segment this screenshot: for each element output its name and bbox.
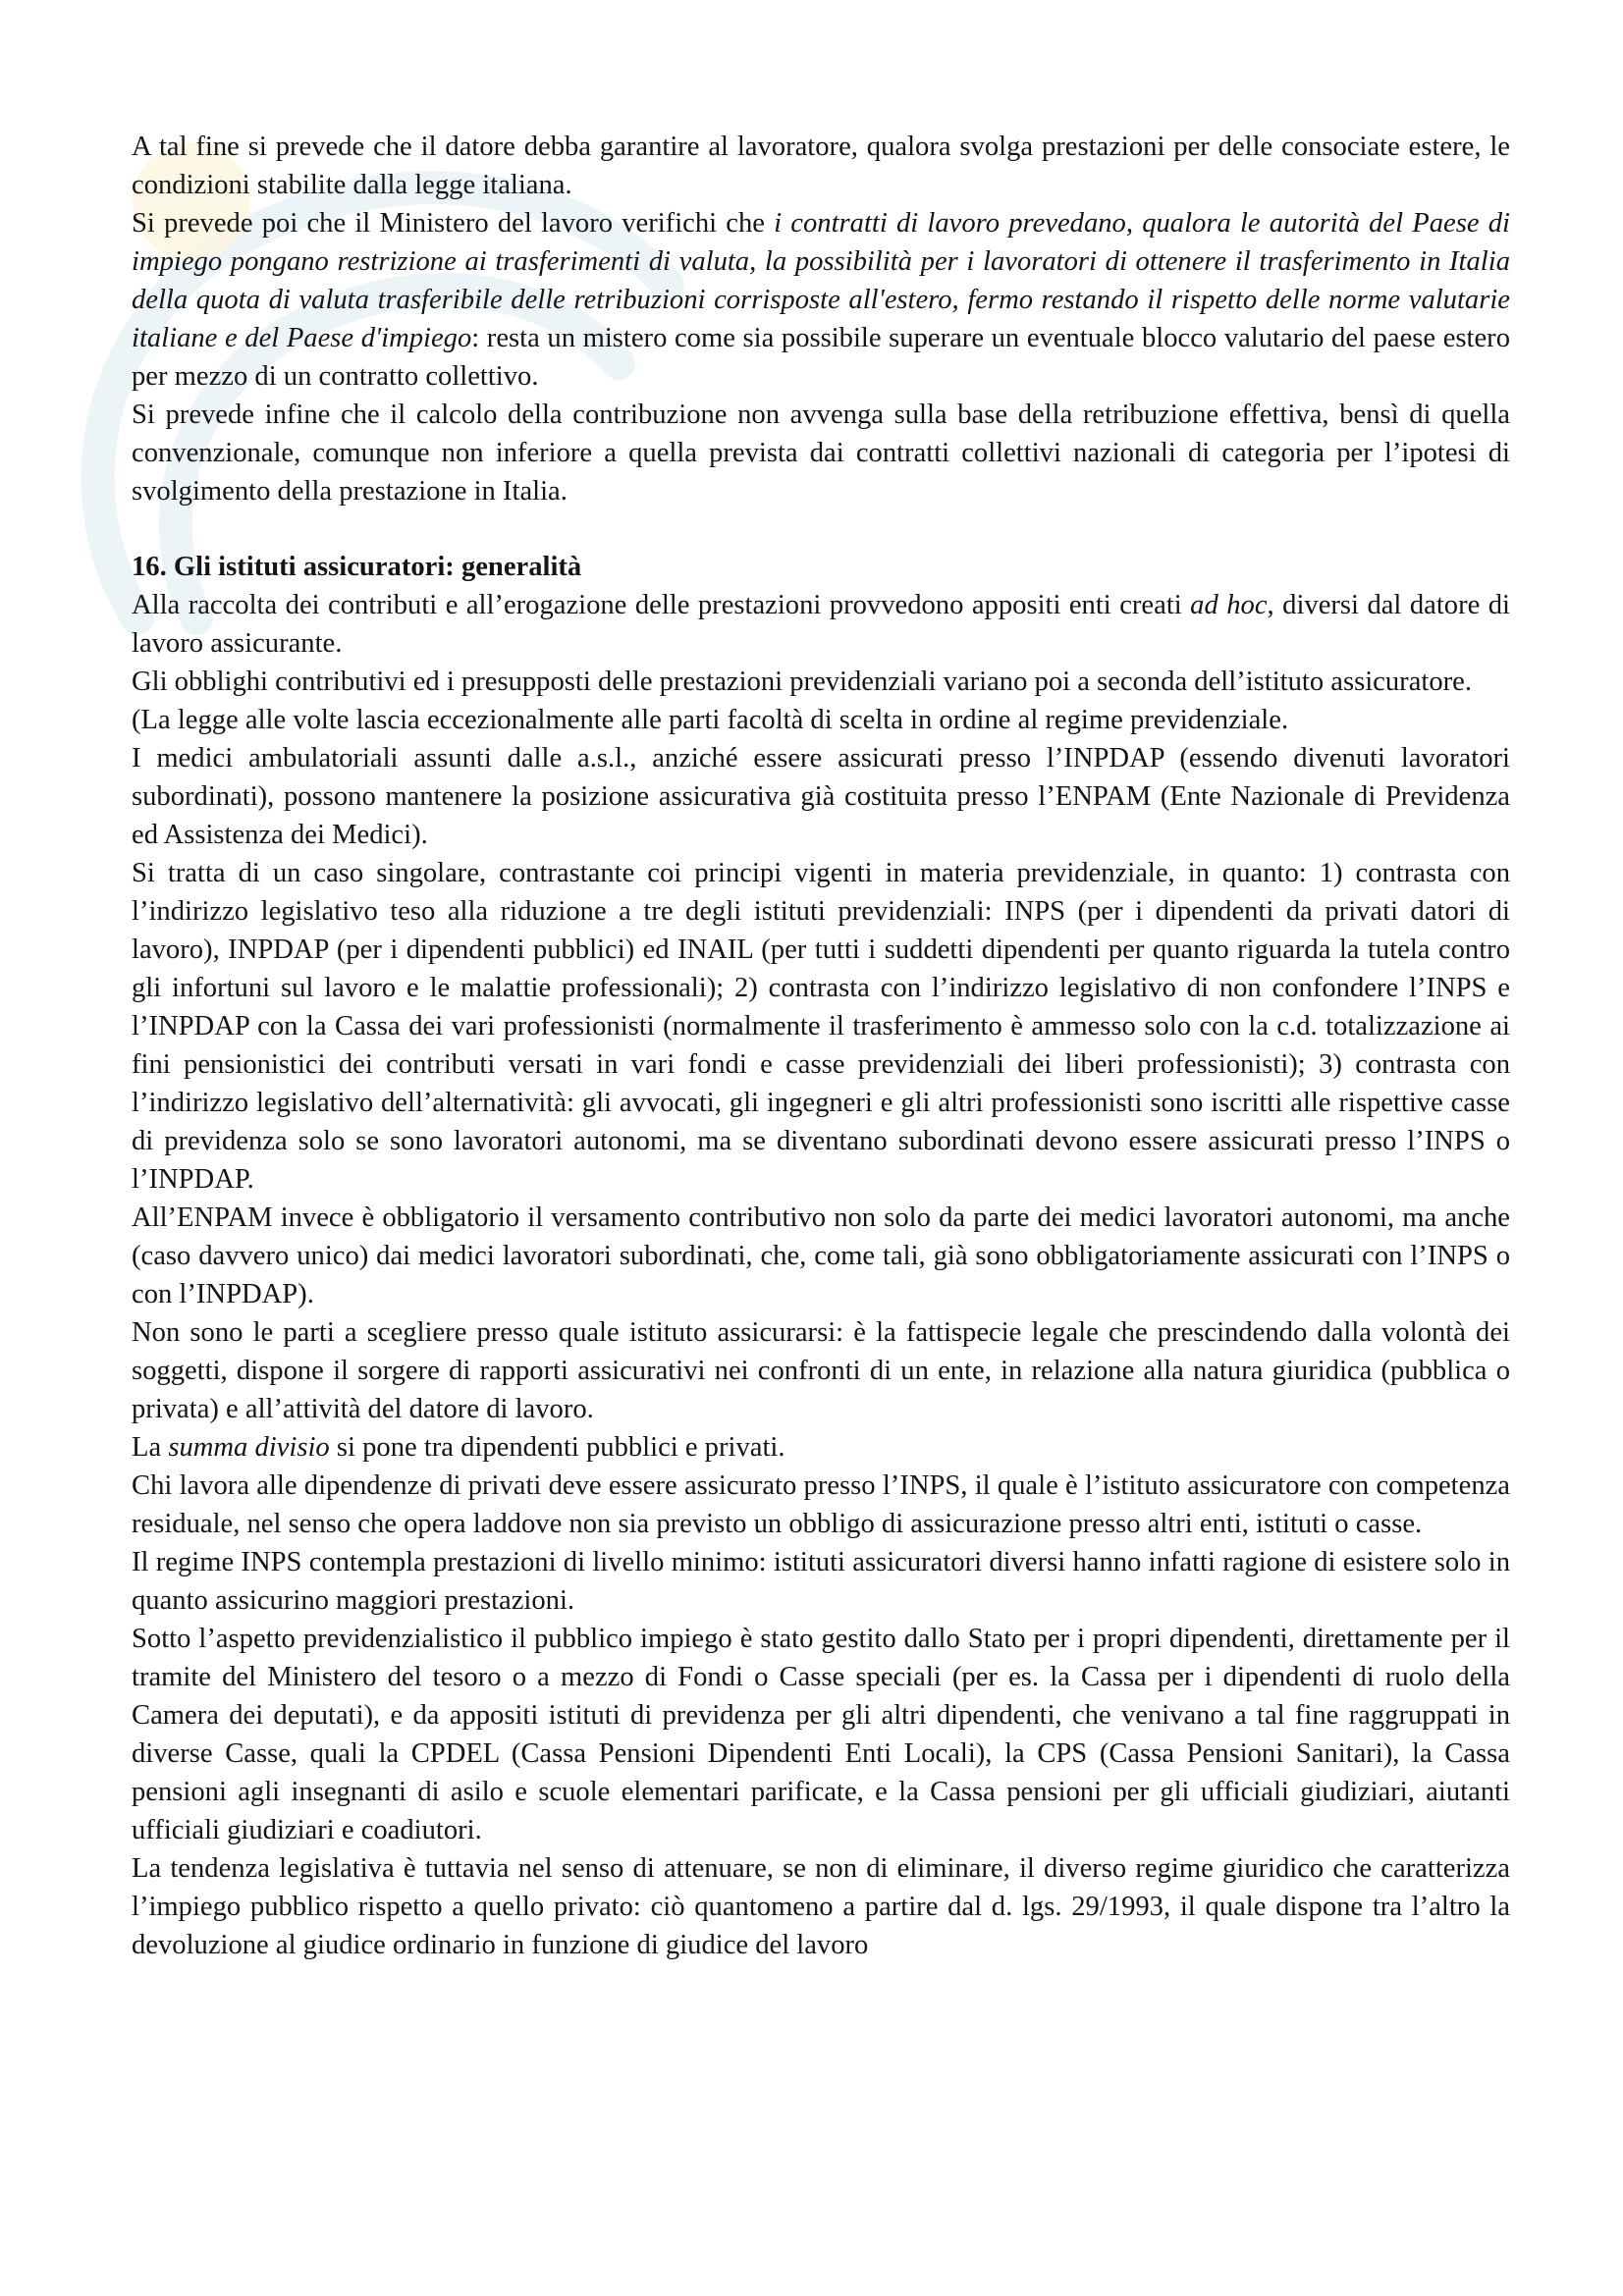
- text-run: All’ENPAM invece è obbligatorio il versamento contributivo non solo da parte dei medici lavoratori autonomi, ma anche (caso davvero unico) dai medici lavoratori subordinati, che, come tali, già sono obbligatoriamente assicurati con l’INPS o con l’INPDAP).: [132, 1202, 1510, 1309]
- paragraph: [132, 396, 1510, 510]
- text-run: : resta un mistero come sia possibile superare un eventuale blocco valutario del paese estero per mezzo di un contratto collettivo.: [132, 323, 1510, 392]
- italic-run: summa divisio: [168, 1432, 330, 1463]
- paragraph: [132, 1543, 1510, 1620]
- text-run: Chi lavora alle dipendenze di privati deve essere assicurato presso l’INPS, il quale è l’istituto assicuratore con competenza residuale, nel senso che opera laddove non sia previsto un obbligo di assicurazione presso altri enti, istituti o casse.: [132, 1470, 1510, 1539]
- text-run: La tendenza legislativa è tuttavia nel senso di attenuare, se non di eliminare, il diverso regime giuridico che caratterizza l’impiego pubblico rispetto a quello privato: ciò quantomeno a partire dal d. lgs. 29/1993, il quale dispone tra l’altro la devoluzione al giudice ordinario in funzione di giudice del lavoro: [132, 1853, 1510, 1960]
- text-run: si pone tra dipendenti pubblici e privati.: [329, 1432, 785, 1463]
- paragraph: [132, 1199, 1510, 1313]
- document-page: [132, 128, 1510, 1964]
- text-run: I medici ambulatoriali assunti dalle a.s.l., anziché essere assicurati presso l’INPDAP (essendo divenuti lavoratori subordinati), possono mantenere la posizione assicurativa già costituita presso l’ENPAM (Ente Nazionale di Previdenza ed Assistenza dei Medici).: [132, 743, 1510, 850]
- paragraph: [132, 204, 1510, 396]
- paragraph: [132, 663, 1510, 701]
- italic-run: i contratti di lavoro prevedano, qualora le autorità del Paese di impiego pongano restrizione ai trasferimenti di valuta, la possibilità per i lavoratori di ottenere il trasferimento in Italia della quota di valuta trasferibile delle retribuzioni corrisposte all'estero, fermo restando il rispetto delle norme valutarie italiane e del Paese d'impiego: [132, 208, 1510, 353]
- text-run: Sotto l’aspetto previdenzialistico il pubblico impiego è stato gestito dallo Stato per i propri dipendenti, direttamente per il tramite del Ministero del tesoro o a mezzo di Fondi o Casse speciali (per es. la Cassa per i dipendenti di ruolo della Camera dei deputati), e da appositi istituti di previdenza per gli altri dipendenti, che venivano a tal fine raggruppati in diverse Casse, quali la CPDEL (Cassa Pensioni Dipendenti Enti Locali), la CPS (Cassa Pensioni Sanitari), la Cassa pensioni agli insegnanti di asilo e scuole elementari parificate, e la Cassa pensioni per gli ufficiali giudiziari, aiutanti ufficiali giudiziari e coadiutori.: [132, 1624, 1510, 1845]
- paragraph: [132, 128, 1510, 204]
- text-run: A tal fine si prevede che il datore debba garantire al lavoratore, qualora svolga prestazioni per delle consociate estere, le condizioni stabilite dalla legge italiana.: [132, 132, 1510, 200]
- paragraph: [132, 701, 1510, 739]
- text-run: Gli obblighi contributivi ed i presupposti delle prestazioni previdenziali variano poi a seconda dell’istituto assicuratore.: [132, 667, 1472, 697]
- section-body: [132, 586, 1510, 1964]
- paragraph: [132, 739, 1510, 854]
- text-run: Non sono le parti a scegliere presso quale istituto assicurarsi: è la fattispecie legale che prescindendo dalla volontà dei soggetti, dispone il sorgere di rapporti assicurativi nei confronti di un ente, in relazione alla natura giuridica (pubblica o privata) e all’attività del datore di lavoro.: [132, 1317, 1510, 1424]
- text-run: Il regime INPS contempla prestazioni di livello minimo: istituti assicuratori diversi hanno infatti ragione di esistere solo in quanto assicurino maggiori prestazioni.: [132, 1547, 1510, 1616]
- paragraph: [132, 1849, 1510, 1964]
- paragraph: [132, 1428, 1510, 1467]
- italic-run: ad hoc: [1190, 590, 1268, 620]
- paragraph: [132, 586, 1510, 663]
- text-run: , diversi dal datore di lavoro assicurante.: [132, 590, 1510, 659]
- text-run: (La legge alle volte lascia eccezionalmente alle parti facoltà di scelta in ordine al regime previdenziale.: [132, 705, 1289, 735]
- text-run: Si prevede infine che il calcolo della contribuzione non avvenga sulla base della retribuzione effettiva, bensì di quella convenzionale, comunque non inferiore a quella prevista dai contratti collettivi nazionali di categoria per l’ipotesi di svolgimento della prestazione in Italia.: [132, 400, 1510, 507]
- paragraph: [132, 1313, 1510, 1428]
- text-run: Si tratta di un caso singolare, contrastante coi principi vigenti in materia previdenziale, in quanto: 1) contrasta con l’indirizzo legislativo teso alla riduzione a tre degli istituti previdenziali: INPS (per i dipendenti da privati datori di lavoro), INPDAP (per i dipendenti pubblici) ed INAIL (per tutti i suddetti dipendenti per quanto riguarda la tutela contro gli infortuni sul lavoro e le malattie professionali); 2) contrasta con l’indirizzo legislativo di non confondere l’INPS e l’INPDAP con la Cassa dei vari professionisti (normalmente il trasferimento è ammesso solo con la c.d. totalizzazione ai fini pensionistici dei contributi versati in vari fondi e casse previdenziali dei liberi professionisti); 3) contrasta con l’indirizzo legislativo dell’alternatività: gli avvocati, gli ingegneri e gli altri professionisti sono iscritti alle rispettive casse di previdenza solo se sono lavoratori autonomi, ma se diventano subordinati devono essere assicurati presso l’INPS o l’INPDAP.: [132, 858, 1510, 1195]
- text-run: Alla raccolta dei contributi e all’erogazione delle prestazioni provvedono appositi enti creati: [132, 590, 1191, 620]
- paragraph: [132, 854, 1510, 1199]
- intro-section: [132, 128, 1510, 510]
- section-title: 16. Gli istituti assicuratori: generalità: [132, 552, 582, 582]
- text-run: La: [132, 1432, 169, 1463]
- paragraph: [132, 1620, 1510, 1849]
- text-run: Si prevede poi che il Ministero del lavoro verifichi che: [132, 208, 775, 239]
- paragraph: [132, 1467, 1510, 1543]
